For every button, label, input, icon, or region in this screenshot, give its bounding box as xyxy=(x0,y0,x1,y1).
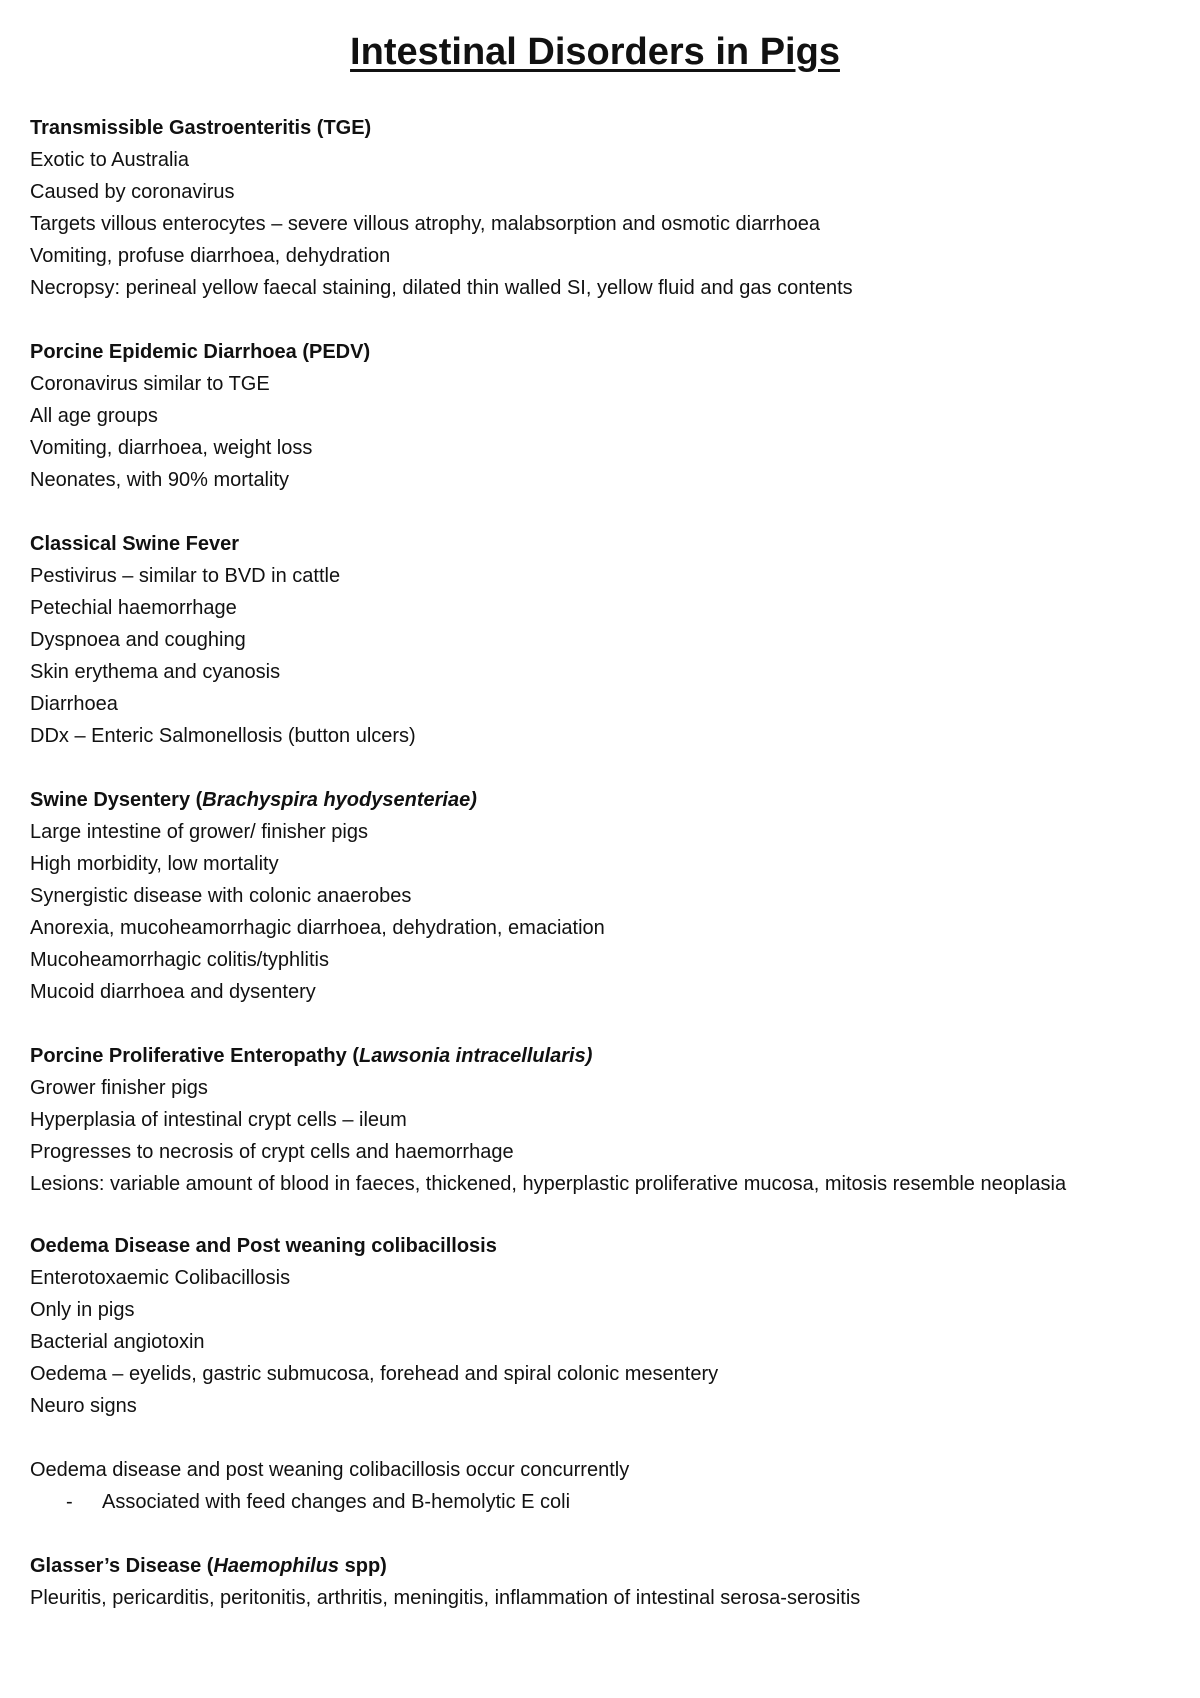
text-line: Enterotoxaemic Colibacillosis xyxy=(30,1267,291,1289)
text-line: Diarrhoea xyxy=(30,693,118,715)
section-glassers-disease xyxy=(30,1550,1160,1614)
text-line: Large intestine of grower/ finisher pigs xyxy=(30,821,368,843)
text-line: Necropsy: perineal yellow faecal staining, dilated thin walled SI, yellow fluid and gas contents xyxy=(30,277,853,299)
heading-text: Glasser’s Disease ( xyxy=(30,1555,214,1577)
text-line: Mucoheamorrhagic colitis/typhlitis xyxy=(30,949,330,971)
heading-organism: Brachyspira hyodysenteriae) xyxy=(202,789,477,811)
text-line: DDx – Enteric Salmonellosis (button ulcers) xyxy=(30,725,416,747)
section-oedema-disease xyxy=(30,1230,1160,1518)
text-line: High morbidity, low mortality xyxy=(30,853,279,875)
section-heading: Transmissible Gastroenteritis (TGE) xyxy=(30,117,372,139)
paragraph-gap xyxy=(30,1422,1160,1454)
text-line: Targets villous enterocytes – severe villous atrophy, malabsorption and osmotic diarrhoea xyxy=(30,213,821,235)
bullet-dash: - xyxy=(66,1491,73,1513)
section-proliferative-enteropathy xyxy=(30,1040,1160,1198)
text-line: All age groups xyxy=(30,405,158,427)
text-line: Pleuritis, pericarditis, peritonitis, arthritis, meningitis, inflammation of intestinal serosa-serositis xyxy=(30,1587,861,1609)
heading-text: Swine Dysentery ( xyxy=(30,789,203,811)
text-line: Skin erythema and cyanosis xyxy=(30,661,281,683)
bullet-text: Associated with feed changes and B-hemolytic E coli xyxy=(102,1491,571,1513)
note-line: Oedema disease and post weaning colibacillosis occur concurrently xyxy=(30,1459,630,1481)
text-line: Hyperplasia of intestinal crypt cells – ileum xyxy=(30,1109,407,1131)
section-heading: Classical Swine Fever xyxy=(30,533,240,555)
bullet-item xyxy=(30,1486,1160,1518)
text-line: Coronavirus similar to TGE xyxy=(30,373,270,395)
text-line: Petechial haemorrhage xyxy=(30,597,237,619)
text-line: Dyspnoea and coughing xyxy=(30,629,246,651)
section-heading xyxy=(30,1040,1160,1072)
heading-organism: Haemophilus xyxy=(213,1555,340,1577)
text-line: Pestivirus – similar to BVD in cattle xyxy=(30,565,341,587)
section-heading: Oedema Disease and Post weaning colibacillosis xyxy=(30,1235,497,1257)
text-line: Exotic to Australia xyxy=(30,149,189,171)
text-line: Caused by coronavirus xyxy=(30,181,235,203)
text-line: Vomiting, diarrhoea, weight loss xyxy=(30,437,313,459)
text-line: Lesions: variable amount of blood in faeces, thickened, hyperplastic proliferative mucosa, mitosis resemble neoplasia xyxy=(30,1173,1067,1195)
section-pedv xyxy=(30,336,1160,496)
section-tge xyxy=(30,112,1160,304)
text-line: Bacterial angiotoxin xyxy=(30,1331,205,1353)
text-line: Synergistic disease with colonic anaerobes xyxy=(30,885,412,907)
section-swine-dysentery xyxy=(30,784,1160,1008)
page-title: Intestinal Disorders in Pigs xyxy=(350,31,840,73)
text-line: Anorexia, mucoheamorrhagic diarrhoea, dehydration, emaciation xyxy=(30,917,605,939)
section-classical-swine-fever xyxy=(30,528,1160,752)
text-line: Neuro signs xyxy=(30,1395,137,1417)
text-line: Grower finisher pigs xyxy=(30,1077,208,1099)
text-line: Progresses to necrosis of crypt cells and haemorrhage xyxy=(30,1141,514,1163)
text-line: Vomiting, profuse diarrhoea, dehydration xyxy=(30,245,391,267)
heading-text-suffix: spp) xyxy=(339,1555,387,1577)
section-heading: Porcine Epidemic Diarrhoea (PEDV) xyxy=(30,341,371,363)
section-heading xyxy=(30,1550,1160,1582)
heading-organism: Lawsonia intracellularis) xyxy=(358,1045,593,1067)
section-heading xyxy=(30,784,1160,816)
text-line: Only in pigs xyxy=(30,1299,135,1321)
text-line: Mucoid diarrhoea and dysentery xyxy=(30,981,316,1003)
text-line: Oedema – eyelids, gastric submucosa, forehead and spiral colonic mesentery xyxy=(30,1363,719,1385)
heading-text: Porcine Proliferative Enteropathy ( xyxy=(30,1045,359,1067)
text-line: Neonates, with 90% mortality xyxy=(30,469,290,491)
